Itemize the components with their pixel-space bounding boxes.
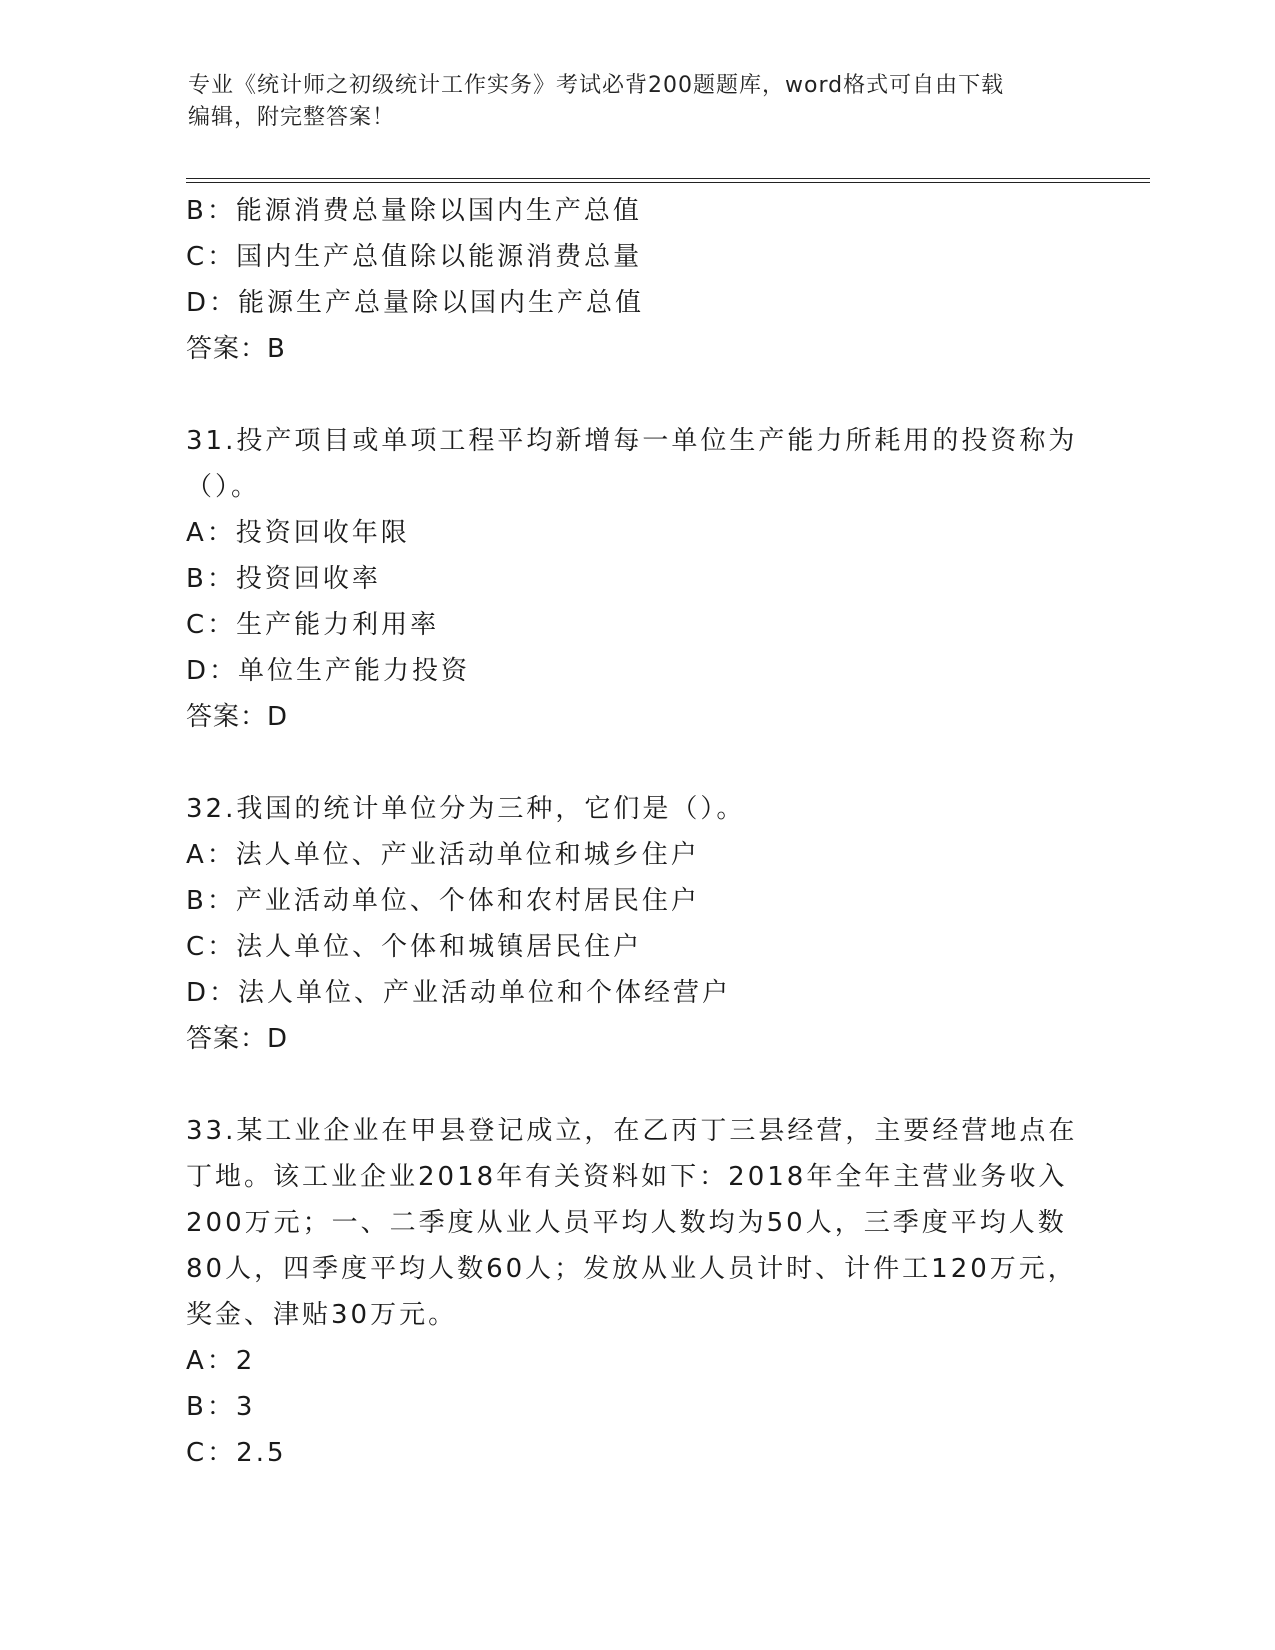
spacer <box>186 740 1076 786</box>
question-stem-continued: 丁地。该工业企业2018年有关资料如下：2018年全年主营业务收入 <box>186 1162 1068 1192</box>
option-b: B：产业活动单位、个体和农村居民住户 <box>186 886 700 916</box>
question-stem-continued: （）。 <box>186 472 261 502</box>
question-stem: 33.某工业企业在甲县登记成立，在乙丙丁三县经营，主要经营地点在 <box>186 1116 1078 1146</box>
option-c: C：法人单位、个体和城镇居民住户 <box>186 932 643 962</box>
question-stem: 31.投产项目或单项工程平均新增每一单位生产能力所耗用的投资称为 <box>186 426 1078 456</box>
spacer <box>186 372 1076 418</box>
option-b: B：投资回收率 <box>186 564 381 594</box>
option-c: C：2.5 <box>186 1438 287 1468</box>
spacer <box>186 1062 1076 1108</box>
question-30-fragment <box>186 188 1076 372</box>
option-d: D：单位生产能力投资 <box>186 656 471 686</box>
option-a: A：法人单位、产业活动单位和城乡住户 <box>186 840 700 870</box>
page-header <box>188 70 1078 134</box>
question-stem: 32.我国的统计单位分为三种，它们是（）。 <box>186 794 746 824</box>
header-divider <box>186 178 1150 183</box>
option-b: B：能源消费总量除以国内生产总值 <box>186 196 642 226</box>
answer: 答案：B <box>186 334 286 364</box>
question-stem-continued: 奖金、津贴30万元。 <box>186 1300 458 1330</box>
question-stem-continued: 200万元；一、二季度从业人员平均人数均为50人，三季度平均人数 <box>186 1208 1067 1238</box>
question-stem-continued: 80人，四季度平均人数60人；发放从业人员计时、计件工120万元， <box>186 1254 1077 1284</box>
option-a: A：2 <box>186 1346 256 1376</box>
question-32 <box>186 786 1076 1062</box>
answer: 答案：D <box>186 1024 289 1054</box>
option-b: B：3 <box>186 1392 256 1422</box>
answer: 答案：D <box>186 702 289 732</box>
option-d: D：法人单位、产业活动单位和个体经营户 <box>186 978 732 1008</box>
header-line-2: 编辑，附完整答案！ <box>188 105 396 130</box>
option-d: D：能源生产总量除以国内生产总值 <box>186 288 645 318</box>
question-31 <box>186 418 1076 740</box>
question-33 <box>186 1108 1076 1476</box>
question-content <box>186 188 1076 1476</box>
header-line-1: 专业《统计师之初级统计工作实务》考试必背200题题库，word格式可自由下载 <box>188 73 1005 98</box>
option-a: A：投资回收年限 <box>186 518 410 548</box>
option-c: C：生产能力利用率 <box>186 610 440 640</box>
option-c: C：国内生产总值除以能源消费总量 <box>186 242 643 272</box>
